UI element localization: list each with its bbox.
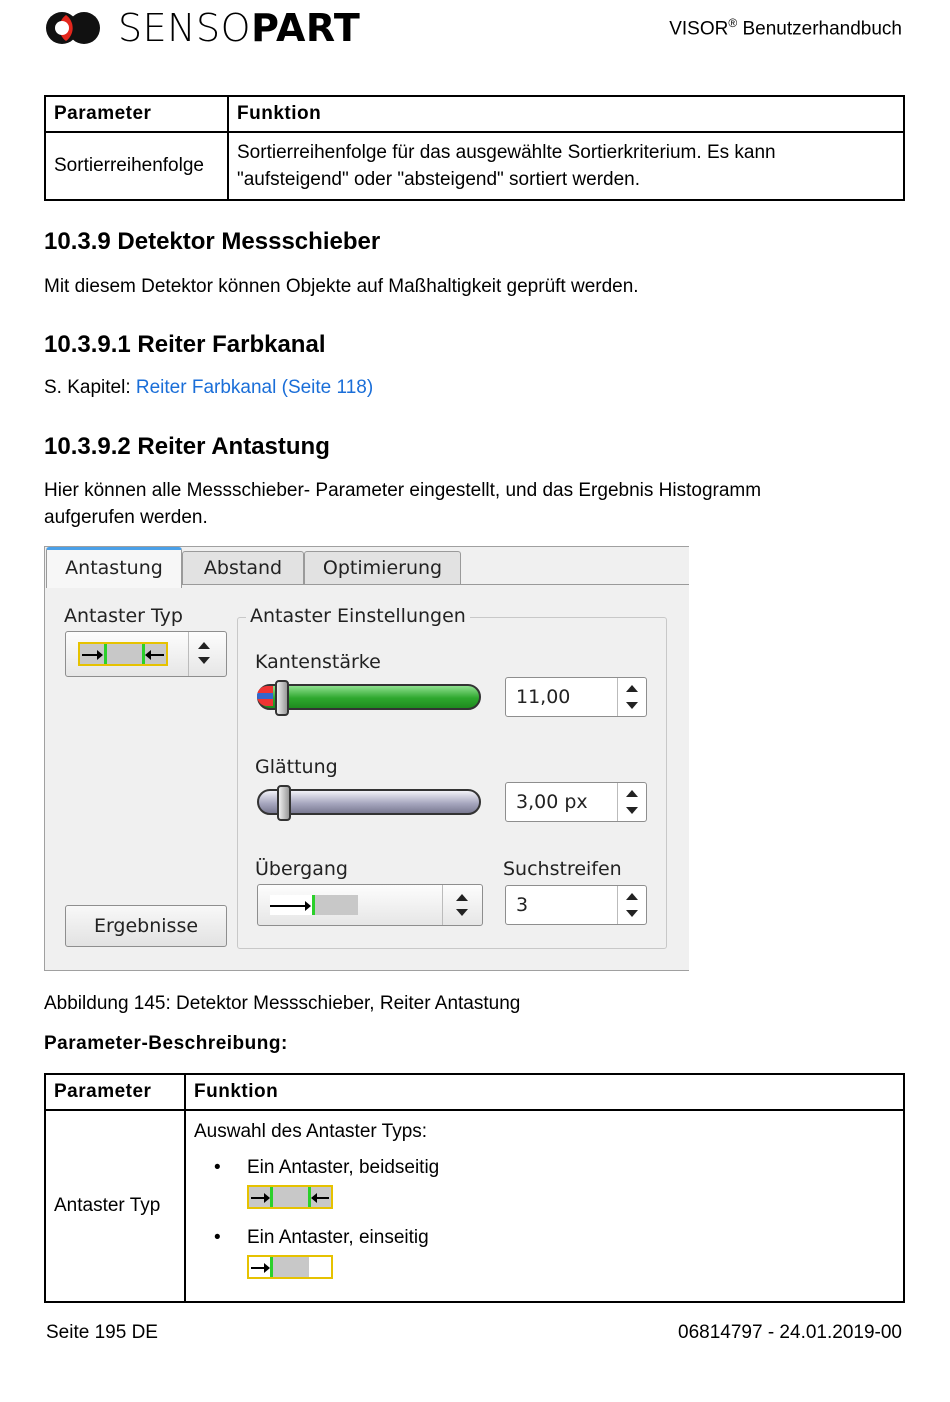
slider-color-cap-icon [257,686,273,706]
table-cell-param: Antaster Typ [45,1110,185,1302]
uebergang-label: Übergang [255,858,348,880]
title-suffix: Benutzerhandbuch [737,18,902,40]
section-text-farbkanal [44,374,373,401]
antaster-einstellungen-label: Antaster Einstellungen [246,605,470,627]
param-desc-heading: Parameter-Beschreibung: [44,1033,288,1054]
list-item [194,1227,895,1291]
section-heading-messschieber: 10.3.9 Detektor Messschieber [44,228,381,255]
probe-both-sides-icon [78,642,168,666]
section-text-antastung [44,477,761,531]
tab-antastung[interactable]: Antastung [46,547,182,588]
glaettung-slider-handle[interactable] [277,785,291,821]
glaettung-value: 3,00 px [516,791,588,813]
probe-both-sides-icon [247,1185,333,1209]
antastung-line-1: Hier können alle Messschieber- Parameter eingestellt, und das Ergebnis Histogramm [44,480,762,501]
suchstreifen-spinbox[interactable] [505,885,647,925]
table-cell-param: Sortierreihenfolge [45,132,228,200]
bullet-icon: • [214,1157,221,1178]
spin-arrows-icon[interactable] [617,783,646,821]
glaettung-spinbox[interactable] [505,782,647,822]
logo-text-light: SENSO [118,6,252,50]
kantenstaerke-label: Kantenstärke [255,651,381,673]
tab-optimierung[interactable]: Optimierung [304,551,461,584]
kantenstaerke-value: 11,00 [516,686,571,708]
suchstreifen-value: 3 [516,894,529,916]
kantenstaerke-spinbox[interactable] [505,677,647,717]
sort-order-table [44,95,905,201]
logo-text-bold: PART [251,6,361,50]
tab-abstand[interactable]: Abstand [182,551,304,584]
transition-icon [270,895,358,915]
kantenstaerke-slider[interactable] [257,684,481,710]
bullet-icon: • [214,1227,221,1248]
list-item-label: Ein Antaster, einseitig [247,1227,429,1248]
footer-doc-id: 06814797 - 24.01.2019-00 [678,1322,902,1343]
antaster-typ-select[interactable] [65,631,227,677]
table-header-funktion: Funktion [185,1074,904,1110]
logo-mark-icon [44,10,102,46]
table-header-parameter: Parameter [45,96,228,132]
antaster-intro: Auswahl des Antaster Typs: [194,1121,428,1142]
tab-strip-line [181,584,689,585]
table-cell-function [185,1110,904,1302]
uebergang-select[interactable] [257,884,483,926]
logo-wordmark [118,8,360,48]
antastung-line-2: aufgerufen werden. [44,507,208,528]
updown-icon [196,640,212,666]
antaster-typ-label: Antaster Typ [64,605,183,627]
func-line-1: Sortierreihenfolge für das ausgewählte Sortierkriterium. Es kann [237,142,776,163]
func-line-2: "aufsteigend" oder "absteigend" sortiert werden. [237,169,640,190]
antastung-dialog-screenshot [44,546,689,971]
spin-arrows-icon[interactable] [617,886,646,924]
kapitel-prefix: S. Kapitel: [44,377,136,398]
kantenstaerke-slider-handle[interactable] [275,680,289,716]
table-header-funktion: Funktion [228,96,904,132]
title-prefix: VISOR [669,18,729,40]
suchstreifen-label: Suchstreifen [503,858,622,880]
sensopart-logo [44,8,360,48]
list-item-label: Ein Antaster, beidseitig [247,1157,440,1178]
section-heading-farbkanal: 10.3.9.1 Reiter Farbkanal [44,331,326,358]
manual-title [669,16,902,40]
glaettung-label: Glättung [255,756,338,778]
probe-one-side-icon [247,1255,333,1279]
link-reiter-farbkanal[interactable]: Reiter Farbkanal (Seite 118) [135,377,374,398]
list-item [194,1157,895,1221]
section-text-messschieber: Mit diesem Detektor können Objekte auf Maßhaltigkeit geprüft werden. [44,276,639,297]
figure-caption: Abbildung 145: Detektor Messschieber, Reiter Antastung [44,993,521,1014]
table-header-parameter: Parameter [45,1074,185,1110]
updown-icon [454,892,470,918]
footer-page: Seite 195 DE [46,1322,158,1343]
title-sup: ® [728,16,738,30]
table-cell-function [228,132,904,200]
ergebnisse-button[interactable]: Ergebnisse [65,905,227,947]
antaster-typ-table [44,1073,905,1303]
spin-arrows-icon[interactable] [617,678,646,716]
section-heading-antastung: 10.3.9.2 Reiter Antastung [44,433,330,460]
